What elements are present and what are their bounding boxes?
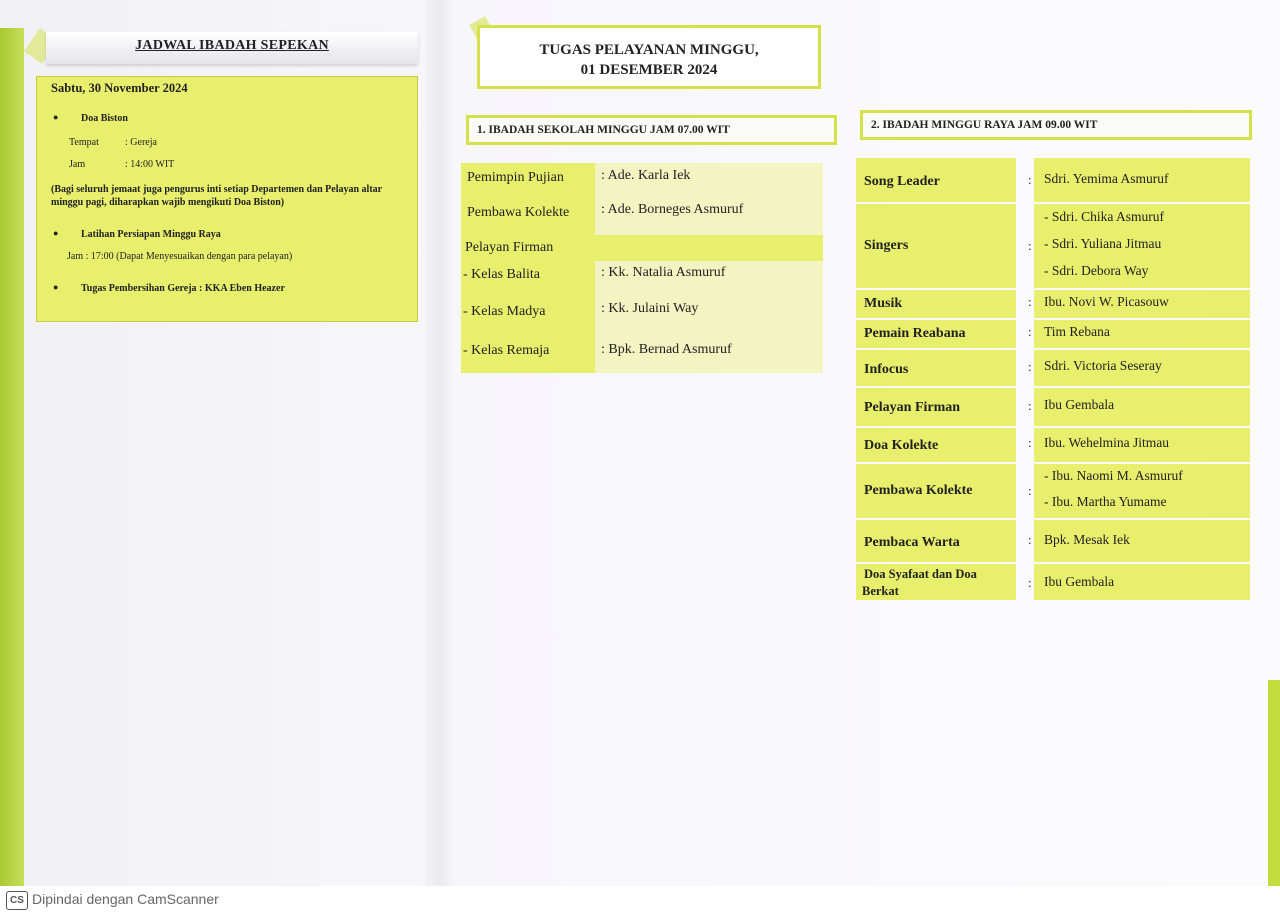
row-label: Doa Syafaat dan Doa xyxy=(864,567,977,581)
section-sunday-service: 2. IBADAH MINGGU RAYA JAM 09.00 WIT xyxy=(860,110,1252,140)
table-row: Doa Kolekte : Ibu. Wehelmina Jitmau xyxy=(856,428,1250,462)
row-label: Musik xyxy=(864,296,903,311)
row-label: Pelayan Firman xyxy=(465,240,554,255)
table-row xyxy=(461,295,823,333)
time-label: Jam xyxy=(69,159,86,170)
row-label: - Kelas Madya xyxy=(463,304,546,319)
latihan-time: Jam : 17:00 (Dapat Menyesuaikan dengan para pelayan) xyxy=(67,251,293,262)
table-row xyxy=(461,163,823,199)
table-row xyxy=(461,235,823,261)
table-row xyxy=(461,333,823,373)
scanner-watermark-text: Dipindai dengan CamScanner xyxy=(32,891,219,907)
row-value: Tim Rebana xyxy=(1044,324,1110,339)
row-value: - Ibu. Naomi M. Asmuruf xyxy=(1044,468,1183,483)
row-label: Pembawa Kolekte xyxy=(864,483,973,498)
table-row: Doa Syafaat dan Doa Berkat : Ibu Gembala xyxy=(856,564,1250,600)
item-pembersihan: ● Tugas Pembersihan Gereja : KKA Eben Heazer xyxy=(81,283,285,294)
row-label: Pembawa Kolekte xyxy=(467,205,570,220)
section-sunday-school: 1. IBADAH SEKOLAH MINGGU JAM 07.00 WIT xyxy=(466,115,837,145)
row-label: Pelayan Firman xyxy=(864,400,961,415)
row-value: : Ade. Karla Iek xyxy=(601,168,691,183)
place-label: Tempat xyxy=(69,137,99,148)
row-label: Infocus xyxy=(864,362,909,377)
row-label: Pemain Reabana xyxy=(864,326,966,341)
place-value: : Gereja xyxy=(125,137,157,148)
row-value: : Ade. Borneges Asmuruf xyxy=(601,202,744,217)
table-row: Infocus : Sdri. Victoria Seseray xyxy=(856,350,1250,386)
row-value: Sdri. Victoria Seseray xyxy=(1044,358,1162,373)
table-row: Singers : - Sdri. Chika Asmuruf - Sdri. Yuliana Jitmau - Sdri. Debora Way xyxy=(856,204,1250,288)
row-value: - Ibu. Martha Yumame xyxy=(1044,494,1167,509)
time-value: : 14:00 WIT xyxy=(125,159,175,170)
row-value: Ibu. Wehelmina Jitmau xyxy=(1044,435,1170,450)
doa-biston-note: (Bagi seluruh jemaat juga pengurus inti setiap Departemen dan Pelayan altar minggu pagi, diharapkan wajib mengikuti Doa Biston) xyxy=(51,184,382,208)
row-value: : Kk. Julaini Way xyxy=(601,301,699,316)
table-row: Pembawa Kolekte : - Ibu. Naomi M. Asmuruf - Ibu. Martha Yumame xyxy=(856,464,1250,518)
service-duty-title xyxy=(477,25,821,89)
row-value: : Bpk. Bernad Asmuruf xyxy=(601,342,732,357)
row-label: Song Leader xyxy=(864,174,940,189)
row-label: - Kelas Remaja xyxy=(463,343,550,358)
green-side-border xyxy=(0,28,24,886)
weekly-schedule-panel xyxy=(36,76,418,322)
item-latihan: ● Latihan Persiapan Minggu Raya xyxy=(81,229,221,240)
green-side-border-right xyxy=(1268,680,1280,886)
row-value: - Sdri. Yuliana Jitmau xyxy=(1044,236,1162,251)
row-value: Ibu. Novi W. Picasouw xyxy=(1044,294,1169,309)
row-label: - Kelas Balita xyxy=(463,267,540,282)
scanner-footer xyxy=(0,886,1280,917)
row-value: - Sdri. Chika Asmuruf xyxy=(1044,209,1164,224)
title-line-1: TUGAS PELAYANAN MINGGU, xyxy=(539,42,759,58)
row-value: Sdri. Yemima Asmuruf xyxy=(1044,171,1169,186)
table-row: Musik : Ibu. Novi W. Picasouw xyxy=(856,290,1250,318)
row-value: Ibu Gembala xyxy=(1044,574,1115,589)
row-label: Berkat xyxy=(862,584,899,598)
title-line-2: 01 DESEMBER 2024 xyxy=(580,62,718,78)
table-row xyxy=(461,199,823,235)
table-row: Pembaca Warta : Bpk. Mesak Iek xyxy=(856,520,1250,562)
row-label: Singers xyxy=(864,238,909,253)
table-row: Song Leader : Sdri. Yemima Asmuruf xyxy=(856,158,1250,202)
camscanner-logo-icon: CS xyxy=(6,891,28,910)
weekly-schedule-header: JADWAL IBADAH SEPEKAN xyxy=(46,32,418,64)
row-label: Pemimpin Pujian xyxy=(467,170,564,185)
item-doa-biston: ● Doa Biston xyxy=(81,113,128,124)
table-row: Pemain Reabana : Tim Rebana xyxy=(856,320,1250,348)
page-fold xyxy=(425,0,455,886)
row-value: Ibu Gembala xyxy=(1044,397,1115,412)
table-row: Pelayan Firman : Ibu Gembala xyxy=(856,388,1250,426)
row-value: : Kk. Natalia Asmuruf xyxy=(601,265,726,280)
row-label: Pembaca Warta xyxy=(864,535,960,550)
table-row xyxy=(461,261,823,295)
row-value: Bpk. Mesak Iek xyxy=(1044,532,1130,547)
row-value: - Sdri. Debora Way xyxy=(1044,263,1149,278)
schedule-date: Sabtu, 30 November 2024 xyxy=(51,81,188,95)
row-label: Doa Kolekte xyxy=(864,438,939,453)
